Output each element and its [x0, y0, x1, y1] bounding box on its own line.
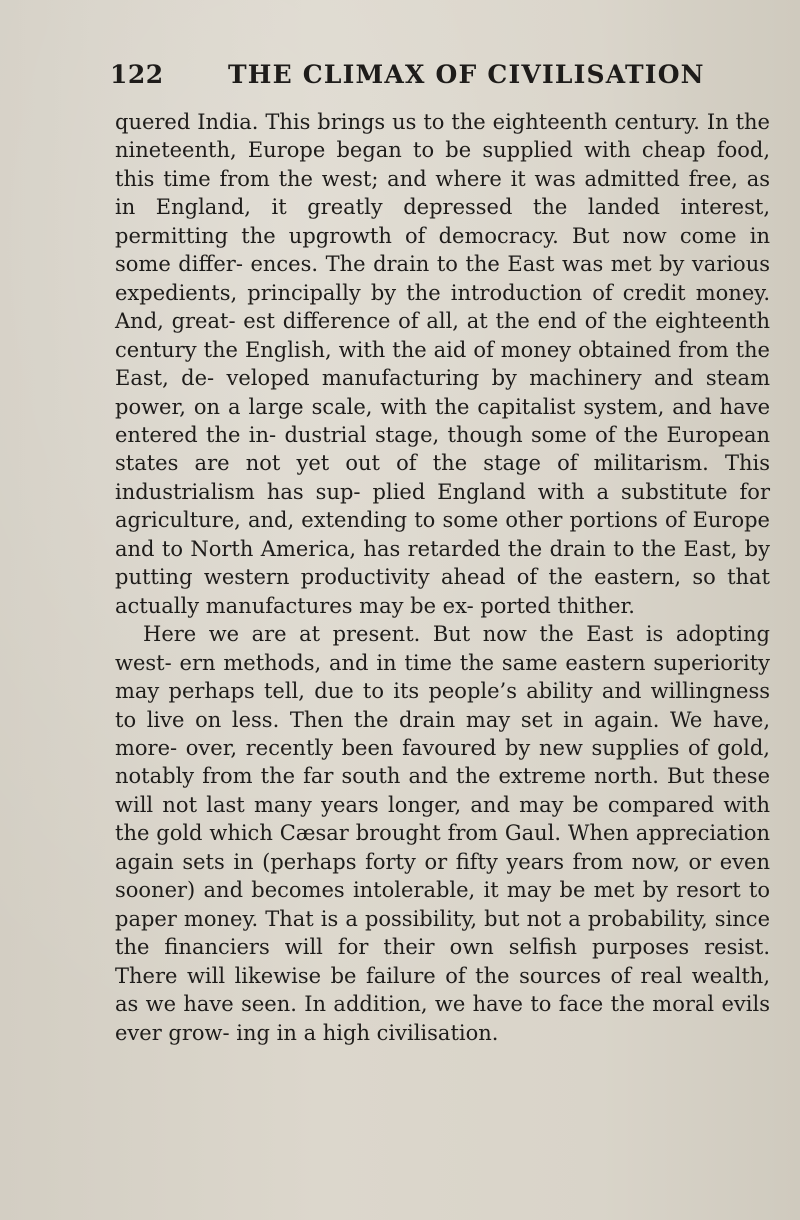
page-number: 122 [110, 60, 164, 89]
paragraph-1: quered India. This brings us to the eighteenth century. In the nineteenth, Europe began to be supplied with cheap food, this time from the west; and where it was admitted free, as in England, it greatly depressed the landed interest, permitting the upgrowth of democracy. But now come in some differ- ences. The drain to the East was met by various expedients, principally by the introduction of credit money. And, great- est difference of all, at the end of the eighteenth century the English, with the aid of money obtained from the East, de- veloped manufacturing by machinery and steam power, on a large scale, with the capitalist system, and have entered the in- dustrial stage, though some of the European states are not yet out of the stage of militarism. This industrialism has sup- plied England with a substitute for agriculture, and, extending to some other portions of Europe and to North America, has retarded the drain to the East, by putting western productivity ahead of the eastern, so that actually manufactures may be ex- ported thither. [115, 110, 770, 618]
page-header [110, 60, 750, 100]
running-head: THE CLIMAX OF CIVILISATION [228, 60, 705, 89]
body-text [115, 108, 770, 1047]
paragraph-2: Here we are at present. But now the East is adopting west- ern methods, and in time the same eastern superiority may perhaps tell, due to its people’s ability and willingness to live on less. Then the drain may set in again. We have, more- over, recently been favoured by new supplies of gold, notably from the far south and the extreme north. But these will not last many years longer, and may be compared with the gold which Cæsar brought from Gaul. When appreciation again sets in (perhaps forty or fifty years from now, or even sooner) and becomes intolerable, it may be met by resort to paper money. That is a possibility, but not a probability, since the financiers will for their own selfish purposes resist. There will likewise be failure of the sources of real wealth, as we have seen. In addition, we have to face the moral evils ever grow- ing in a high civilisation. [115, 622, 770, 1045]
